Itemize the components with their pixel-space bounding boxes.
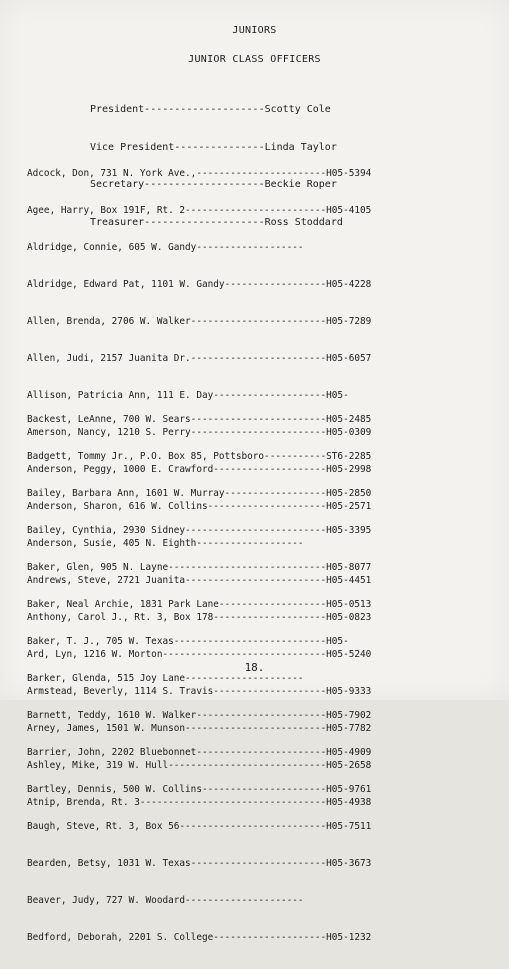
roster-row: Allen, Brenda, 2706 W. Walker------------------------H05-7289 (27, 315, 372, 327)
roster-row: Atnip, Brenda, Rt. 3---------------------------------H05-4938 (27, 797, 372, 809)
roster-row: Anderson, Susie, 405 N. Eighth------------------- (27, 538, 304, 549)
officer-row: Secretary--------------------Beckie Roper (90, 179, 337, 190)
officer-row: Vice President---------------Linda Taylor (90, 141, 337, 153)
roster-row: Ard, Lyn, 1216 W. Morton-----------------------------H05-5240 (27, 649, 372, 661)
roster-row: Baker, Neal Archie, 1831 Park Lane-------------------H05-0513 (27, 598, 372, 610)
roster-row: Badgett, Tommy Jr., P.O. Box 85, Pottsboro-----------ST6-2285 (27, 450, 372, 462)
roster-row: Ashley, Mike, 319 W. Hull----------------------------H05-2658 (27, 760, 372, 772)
roster-row: Bailey, Cynthia, 2930 Sidney-------------------------H05-3395 (27, 524, 372, 536)
roster-row: Baker, Glen, 905 N. Layne----------------------------H05-8077 (27, 561, 372, 573)
roster-row: Baker, T. J., 705 W. Texas---------------------------H05- (27, 635, 349, 647)
roster-row: Armstead, Beverly, 1114 S. Travis--------------------H05-9333 (27, 686, 372, 698)
roster-row: Allison, Patricia Ann, 111 E. Day--------------------H05- (27, 389, 349, 401)
roster-row: Backest, LeAnne, 700 W. Sears------------------------H05-2485 (27, 413, 372, 425)
roster-row: Andrews, Steve, 2721 Juanita-------------------------H05-4451 (27, 575, 372, 587)
roster-row: Bartley, Dennis, 500 W. Collins----------------------H05-9761 (27, 784, 372, 795)
roster-row: Barker, Glenda, 515 Joy Lane--------------------- (27, 672, 304, 684)
roster-row: Amerson, Nancy, 1210 S. Perry------------------------H05-0309 (27, 426, 372, 438)
roster-row: Aldridge, Connie, 605 W. Gandy------------------- (27, 241, 304, 253)
roster-row: Anthony, Carol J., Rt. 3, Box 178--------------------H05-0823 (27, 612, 372, 624)
roster-row: Anderson, Peggy, 1000 E. Crawford--------------------H05-2998 (27, 463, 372, 475)
roster-row: Barnett, Teddy, 1610 W. Walker-----------------------H05-7902 (27, 709, 372, 721)
roster-row: Beaver, Judy, 727 W. Woodard--------------------- (27, 895, 304, 907)
roster-row: Aldridge, Edward Pat, 1101 W. Gandy------------------H05-4228 (27, 278, 372, 290)
roster-row: Adcock, Don, 731 N. York Ave.,-----------------------H05-5394 (27, 167, 372, 179)
page-title: JUNIORS (232, 25, 277, 36)
roster-row: Baugh, Steve, Rt. 3, Box 56--------------------------H05-7511 (27, 821, 372, 833)
roster-row: Agee, Harry, Box 191F, Rt. 2-------------------------H05-4105 (27, 204, 372, 216)
roster-row: Allen, Judi, 2157 Juanita Dr.------------------------H05-6057 (27, 352, 372, 364)
section-subtitle: JUNIOR CLASS OFFICERS (188, 54, 321, 65)
roster-row: Bearden, Betsy, 1031 W. Texas------------------------H05-3673 (27, 858, 372, 870)
roster-group-b (27, 389, 371, 969)
roster-row: Bedford, Deborah, 2201 S. College--------------------H05-1232 (27, 932, 372, 944)
roster-row: Barrier, John, 2202 Bluebonnet-----------------------H05-4909 (27, 746, 372, 758)
officer-row: Treasurer--------------------Ross Stoddard (90, 216, 343, 228)
roster-row: Anderson, Sharon, 616 W. Collins---------------------H05-2571 (27, 500, 372, 512)
roster-row: Arney, James, 1501 W. Munson-------------------------H05-7782 (27, 723, 372, 735)
officer-row: President--------------------Scotty Cole (90, 104, 331, 115)
roster-row: Bailey, Barbara Ann, 1601 W. Murray------------------H05-2850 (27, 487, 372, 499)
page-number: 18. (244, 661, 265, 674)
